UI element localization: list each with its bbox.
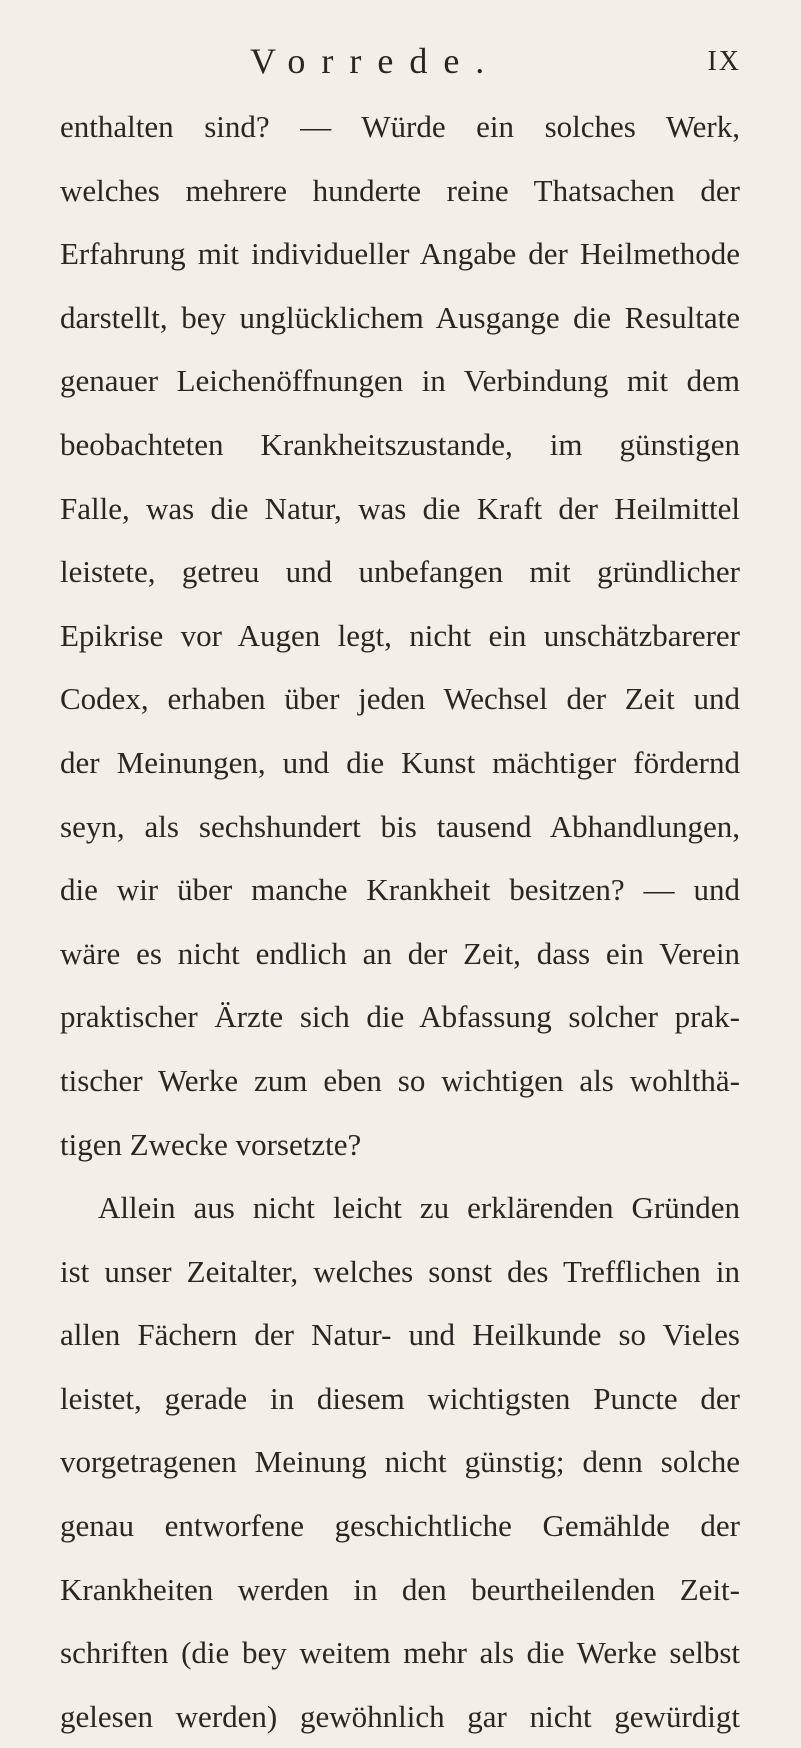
text-line: leistete, getreu und unbefangen mit gründlicher <box>60 554 740 590</box>
text-line: Krankheiten werden in den beurtheilenden Zeit- <box>60 1571 740 1607</box>
text-line: genauer Leichenöffnungen in Verbindung mit dem <box>60 363 740 399</box>
text-line: darstellt, bey unglücklichem Ausgange die Resultate <box>60 299 740 335</box>
text-line: enthalten sind? — Würde ein solches Werk, <box>60 109 740 144</box>
text-line: leistet, gerade in diesem wichtigsten Puncte der <box>60 1380 740 1416</box>
text-line: Codex, erhaben über jeden Wechsel der Zeit und <box>60 681 740 717</box>
text-line: schriften (die bey weitem mehr als die Werke selbst <box>60 1635 740 1671</box>
running-title: Vorrede. <box>250 41 501 81</box>
page-number: IX <box>707 46 741 77</box>
text-line: ist unser Zeitalter, welches sonst des Trefflichen in <box>60 1253 740 1289</box>
text-line: Falle, was die Natur, was die Kraft der Heilmittel <box>60 490 740 526</box>
text-line: beobachteten Krankheitszustande, im günstigen <box>60 426 740 462</box>
text-line: genau entworfene geschichtliche Gemählde der <box>60 1508 740 1544</box>
text-line: tischer Werke zum eben so wichtigen als wohlthä- <box>60 1062 740 1098</box>
text-line: die wir über manche Krankheit besitzen? — und <box>60 872 740 908</box>
text-line: welches mehrere hunderte reine Thatsachen der <box>60 172 740 208</box>
text-line: wäre es nicht endlich an der Zeit, dass ein Verein <box>60 935 740 971</box>
text-line: Erfahrung mit individueller Angabe der Heilmethode <box>60 236 740 272</box>
text-line: vorgetragenen Meinung nicht günstig; denn solche <box>60 1444 740 1480</box>
text-line: praktischer Ärzte sich die Abfassung solcher prak- <box>60 999 740 1035</box>
text-line: der Meinungen, und die Kunst mächtiger fördernd <box>60 744 740 780</box>
paragraph-start-line: Allein aus nicht leicht zu erklärenden Gründen <box>98 1190 740 1226</box>
text-line: Epikrise vor Augen legt, nicht ein unschätzbarerer <box>60 617 740 653</box>
text-line: seyn, als sechshundert bis tausend Abhandlungen, <box>60 808 740 844</box>
paragraph-end-line: tigen Zwecke vorsetzte? <box>60 1126 362 1162</box>
text-line: allen Fächern der Natur- und Heilkunde so Vieles <box>60 1317 740 1353</box>
body-text <box>60 95 740 1748</box>
text-line: gelesen werden) gewöhnlich gar nicht gewürdigt <box>60 1698 740 1734</box>
running-header <box>0 40 801 90</box>
